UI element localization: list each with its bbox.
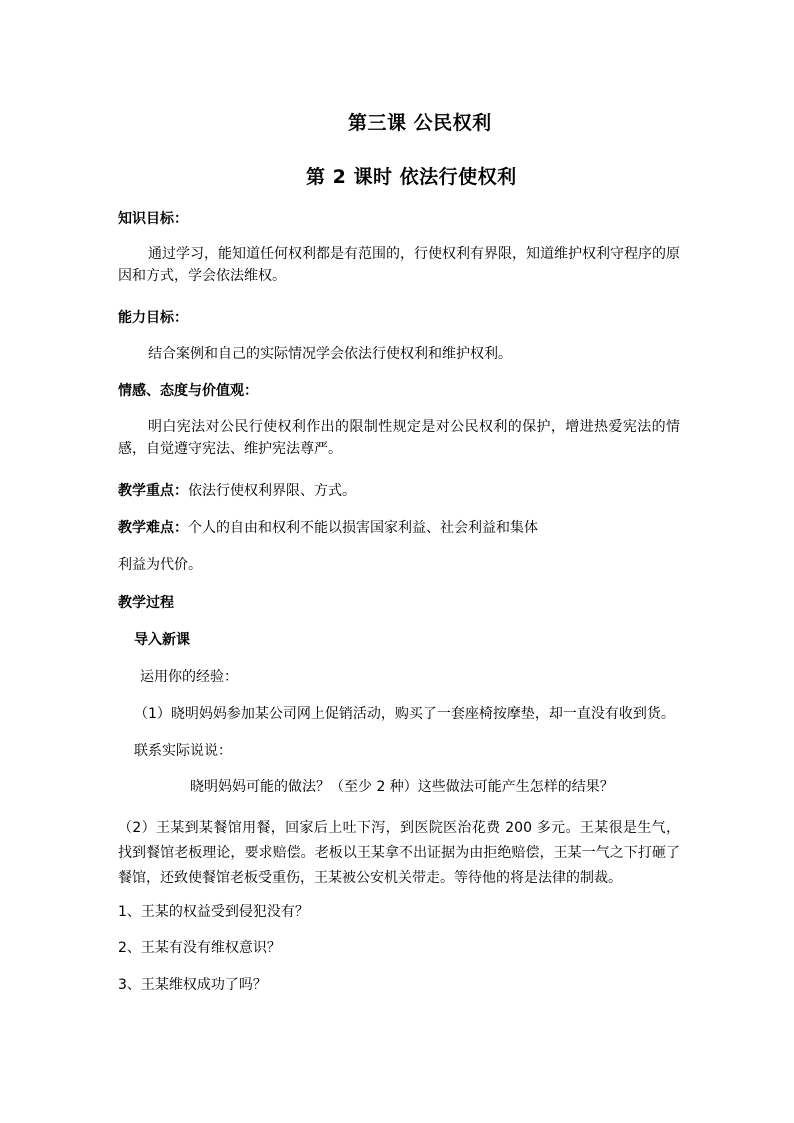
key-point-text: 依法行使权利界限、方式。	[188, 483, 356, 499]
case2: （2）王某到某餐馆用餐，回家后上吐下泻，到医院医治花费 200 多元。王某很是生气，找到餐馆老板理论，要求赔偿。老板以王某拿不出证据为由拒绝赔偿，王某一气之下打砸了餐馆，还致使餐馆老板受重伤，王某被公安机关带走。等待他的将是法律的制裁。	[118, 820, 680, 886]
case1: （1）晓明妈妈参加某公司网上促销活动，购买了一套座椅按摩垫，却一直没有收到货。	[134, 706, 675, 722]
lesson-title: 第三课 公民权利	[348, 112, 492, 134]
question-2: 2、王某有没有维权意识？	[118, 940, 281, 956]
attitude-goal-text: 明白宪法对公民行使权利作出的限制性规定是对公民权利的保护，增进热爱宪法的情感，自觉遵守宪法、维护宪法尊严。	[118, 419, 680, 457]
intro-heading: 导入新课	[134, 632, 190, 648]
ability-goal-text: 结合案例和自己的实际情况学会依法行使权利和维护权利。	[148, 346, 512, 362]
process-heading: 教学过程	[118, 595, 174, 611]
difficulty-text-line1: 个人的自由和权利不能以损害国家利益、社会利益和集体	[188, 520, 538, 536]
question-3: 3、王某维权成功了吗？	[118, 977, 267, 993]
case1-question: 晓明妈妈可能的做法？（至少 2 种）这些做法可能产生怎样的结果？	[190, 779, 614, 795]
difficulty-label: 教学难点：	[118, 520, 188, 536]
attitude-goal-heading: 情感、态度与价值观：	[118, 383, 258, 399]
knowledge-goal-heading: 知识目标：	[118, 211, 188, 227]
knowledge-goal-text: 通过学习，能知道任何权利都是有范围的，行使权利有界限，知道维护权利守程序的原因和方式，学会依法维权。	[118, 246, 680, 284]
key-point-row	[118, 483, 356, 499]
key-point-label: 教学重点：	[118, 483, 188, 499]
difficulty-text-line2: 利益为代价。	[118, 557, 202, 573]
difficulty-row	[118, 520, 538, 536]
ability-goal-heading: 能力目标：	[118, 310, 188, 326]
lesson-subtitle: 第 2 课时 依法行使权利	[306, 166, 517, 188]
use-experience: 运用你的经验：	[140, 669, 238, 685]
connect-reality: 联系实际说说：	[134, 743, 232, 759]
question-1: 1、王某的权益受到侵犯没有？	[118, 904, 309, 920]
